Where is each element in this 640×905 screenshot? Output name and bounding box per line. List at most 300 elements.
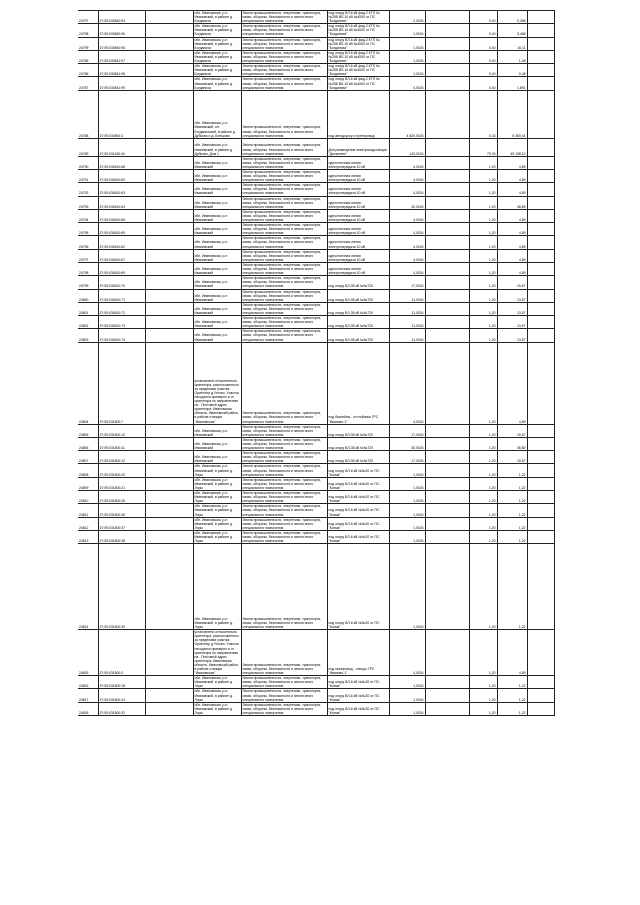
empty-cell [145, 464, 193, 477]
land-category-cell: Земли промышленности, энергетики, транспорта, связи, обороны, безопасности и земли иного специального назначения [241, 236, 327, 249]
permitted-use-cell: под опору ВЛ-35 кВ №№720 [327, 302, 389, 315]
tax-cell: 48,89 [497, 196, 527, 209]
empty-cell [145, 630, 193, 676]
empty-cell [425, 342, 469, 424]
area-cell: 1,0024 [389, 50, 425, 63]
empty-cell [527, 544, 554, 630]
rate-cell: 1,20 [469, 209, 497, 222]
tax-cell: 5 350,41 [497, 90, 527, 138]
rate-cell: 1,20 [469, 276, 497, 289]
empty-cell [145, 329, 193, 342]
empty-cell [425, 50, 469, 63]
cadastral-number: 37:05:030610:66 [98, 209, 145, 222]
address-cell: обл. Ивановская, р-н Ивановский, в районе д. Лоры [193, 477, 241, 490]
land-category-cell: Земли промышленности, энергетики, транспорта, связи, обороны, безопасности и земли иного специального назначения [241, 50, 327, 63]
address-cell: обл. Ивановская, р-н Ивановский, в районе д. Богданиха [193, 50, 241, 63]
area-cell: 4,0024 [389, 342, 425, 424]
permitted-use-cell: под опору ВЛ-6 кВ №№20 от ПС "Кохма" [327, 689, 389, 702]
empty-cell [527, 676, 554, 689]
table-row [78, 223, 554, 236]
empty-cell [425, 517, 469, 530]
empty-cell [527, 329, 554, 342]
area-cell: 4,0024 [389, 183, 425, 196]
row-id: 24794 [78, 209, 98, 222]
tax-cell: 1,22 [497, 504, 527, 517]
table-row [78, 676, 554, 689]
area-cell: 1,0024 [389, 544, 425, 630]
tax-cell: 15,57 [497, 451, 527, 464]
row-id: 24801 [78, 302, 98, 315]
empty-cell [145, 289, 193, 302]
tax-cell: 1,22 [497, 464, 527, 477]
area-cell: 4,0024 [389, 169, 425, 182]
area-cell: 4,0024 [389, 223, 425, 236]
area-cell: 1,0024 [389, 24, 425, 37]
cadastral-number: 37:05:031800:10 [98, 424, 145, 437]
tax-cell: 3,468 [497, 24, 527, 37]
land-category-cell: Земли промышленности, энергетики, транспорта, связи, обороны, безопасности и земли иного специального назначения [241, 464, 327, 477]
permitted-use-cell: под опору ВЛ-35 кВ №№720 [327, 316, 389, 329]
permitted-use-cell: под бассейны - отстойники ГРС "Иваново-1" [327, 342, 389, 424]
address-cell: обл. Ивановская, р-н Ивановский, в районе д. Лоры [193, 491, 241, 504]
area-cell: 4,0024 [389, 209, 425, 222]
empty-cell [425, 262, 469, 275]
table-row [78, 262, 554, 275]
cadastral-number: 37:05:031800:11 [98, 437, 145, 450]
cadastral-number: 37:05:030610:70 [98, 276, 145, 289]
area-cell: 1,0024 [389, 504, 425, 517]
row-id: 24806 [78, 437, 98, 450]
empty-cell [527, 90, 554, 138]
tax-cell: 1,22 [497, 676, 527, 689]
area-cell: 11,0024 [389, 302, 425, 315]
empty-cell [145, 77, 193, 90]
empty-cell [527, 37, 554, 50]
empty-cell [425, 504, 469, 517]
rate-cell: 0,33 [469, 90, 497, 138]
empty-cell [145, 451, 193, 464]
empty-cell [527, 138, 554, 156]
address-cell: обл. Ивановская, р-н Ивановский, в районе д. Лоры [193, 464, 241, 477]
cadastral-number: 37:05:030610:62 [98, 236, 145, 249]
cadastral-number: 37:05:030840:95 [98, 24, 145, 37]
area-cell: 1,0024 [389, 689, 425, 702]
empty-cell [145, 437, 193, 450]
empty-cell [527, 236, 554, 249]
row-id: 24800 [78, 289, 98, 302]
empty-cell [145, 342, 193, 424]
row-id: 24785 [78, 50, 98, 63]
address-cell: обл. Ивановская, р-н Ивановский, в районе д. Лоры [193, 544, 241, 630]
address-cell: обл. Ивановская, р-н Ивановский, в районе д. Богданиха [193, 11, 241, 24]
land-category-cell: Земли промышленности, энергетики, транспорта, связи, обороны, безопасности и земли иного специального назначения [241, 689, 327, 702]
area-cell: 4,0024 [389, 236, 425, 249]
rate-cell: 1,20 [469, 437, 497, 450]
land-category-cell: Земли промышленности, энергетики, транспорта, связи, обороны, безопасности и земли иного специального назначения [241, 11, 327, 24]
table-row [78, 183, 554, 196]
land-category-cell: Земли промышленности, энергетики, транспорта, связи, обороны, безопасности и земли иного специального назначения [241, 544, 327, 630]
address-cell: обл. Ивановская, р-н Ивановский [193, 196, 241, 209]
row-id: 24797 [78, 11, 98, 24]
address-cell: обл. Ивановская, р-н Ивановский [193, 249, 241, 262]
tax-cell: 4,89 [497, 169, 527, 182]
permitted-use-cell: Для размещения электроподстанции "Дюльнево" [327, 138, 389, 156]
permitted-use-cell: одностоечная линия электропередачи 10 кВ [327, 236, 389, 249]
empty-cell [425, 276, 469, 289]
rate-cell: 0,40 [469, 24, 497, 37]
permitted-use-cell: под опору ВЛ-6 кВ фид.2 КТП №№258 ВЛ-10 кВ №4000 от ПС "Богданиха" [327, 50, 389, 63]
area-cell: 4,0024 [389, 262, 425, 275]
empty-cell [425, 289, 469, 302]
empty-cell [527, 289, 554, 302]
tax-cell: 4,89 [497, 342, 527, 424]
rate-cell: 1,20 [469, 316, 497, 329]
permitted-use-cell: под опору ВЛ-6 кВ №№20 от ПС "Кохма" [327, 676, 389, 689]
address-cell: обл. Ивановская, р-н Ивановский [193, 236, 241, 249]
land-category-cell: Земли промышленности, энергетики, транспорта, связи, обороны, безопасности и земли иного специального назначения [241, 424, 327, 437]
tax-cell: 13,57 [497, 289, 527, 302]
land-category-cell: Земли промышленности, энергетики, транспорта, связи, обороны, безопасности и земли иного специального назначения [241, 676, 327, 689]
empty-cell [527, 196, 554, 209]
land-category-cell: Земли промышленности, энергетики, транспорта, связи, обороны, безопасности и земли иного специального назначения [241, 276, 327, 289]
land-category-cell: Земли промышленности, энергетики, транспорта, связи, обороны, безопасности и земли иного специального назначения [241, 169, 327, 182]
empty-cell [145, 491, 193, 504]
rate-cell: 1,20 [469, 249, 497, 262]
empty-cell [145, 138, 193, 156]
empty-cell [527, 630, 554, 676]
row-id: 24804 [78, 342, 98, 424]
land-category-cell: Земли промышленности, энергетики, транспорта, связи, обороны, безопасности и земли иного специального назначения [241, 302, 327, 315]
empty-cell [145, 530, 193, 543]
permitted-use-cell: под опору ВЛ-6 кВ фид.2 КТП №№258 ВЛ-10 кВ №4000 от ПС "Богданиха" [327, 77, 389, 90]
cadastral-number: 37:05:030610:73 [98, 316, 145, 329]
row-id: 24810 [78, 491, 98, 504]
empty-cell [527, 276, 554, 289]
address-cell: обл. Ивановская, р-н Ивановский [193, 329, 241, 342]
permitted-use-cell: одностоечная линия электропередачи 10 кВ [327, 169, 389, 182]
cadastral-number: 37:05:031800:18 [98, 676, 145, 689]
rate-cell: 1,20 [469, 530, 497, 543]
empty-cell [425, 437, 469, 450]
address-cell: обл. Ивановская, р-н Ивановский, в районе д. Лоры [193, 530, 241, 543]
empty-cell [425, 11, 469, 24]
empty-cell [145, 702, 193, 715]
address-cell: обл. Ивановская, р-н Ивановский, в районе д. Лоры [193, 676, 241, 689]
empty-cell [145, 37, 193, 50]
table-row [78, 289, 554, 302]
empty-cell [527, 223, 554, 236]
tax-cell: 4,89 [497, 236, 527, 249]
table-row [78, 90, 554, 138]
cadastral-number: 37:05:030840:94 [98, 11, 145, 24]
permitted-use-cell: под опору ВЛ-6 кВ фид.2 КТП №№258 ВЛ-10 кВ №4000 от ПС "Богданиха" [327, 37, 389, 50]
permitted-use-cell: под опору ВЛ-6 кВ №№20 от ПС "Кохма" [327, 464, 389, 477]
land-category-cell: Земли промышленности, энергетики, транспорта, связи, обороны, безопасности и земли иного специального назначения [241, 504, 327, 517]
row-id: 24814 [78, 544, 98, 630]
land-plots-table [78, 10, 555, 716]
permitted-use-cell: под опору ВЛ-35 кВ №№720 [327, 276, 389, 289]
tax-cell: 1,891 [497, 77, 527, 90]
rate-cell: 0,40 [469, 50, 497, 63]
row-id: 24808 [78, 464, 98, 477]
rate-cell: 1,20 [469, 424, 497, 437]
row-id: 24796 [78, 236, 98, 249]
row-id: 24798 [78, 24, 98, 37]
address-cell: установлено относительно ориентира, расположенного за пределами участка. Ориентир д.Углово. Участок находится примерно в от ориентира по направлению на . Почтовый адрес ориентира: Ивановская область, Ивановский район, в районе станции "Ивановская" [193, 630, 241, 676]
table-row [78, 64, 554, 77]
empty-cell [145, 517, 193, 530]
table-row [78, 196, 554, 209]
empty-cell [527, 464, 554, 477]
row-id: 24799 [78, 276, 98, 289]
table-row [78, 37, 554, 50]
area-cell: 4,0024 [389, 156, 425, 169]
empty-cell [425, 209, 469, 222]
empty-cell [425, 689, 469, 702]
empty-cell [527, 342, 554, 424]
cadastral-number: 37:05:030610:67 [98, 249, 145, 262]
area-cell: 4,0024 [389, 249, 425, 262]
cadastral-number: 37:05:030610:63 [98, 183, 145, 196]
row-id: 24816 [78, 676, 98, 689]
table-row [78, 451, 554, 464]
empty-cell [527, 183, 554, 196]
empty-cell [145, 90, 193, 138]
empty-cell [527, 77, 554, 90]
permitted-use-cell: одностоечная линия электропередачи 10 кВ [327, 223, 389, 236]
land-category-cell: Земли промышленности, энергетики, транспорта, связи, обороны, безопасности и земли иного специального назначения [241, 630, 327, 676]
empty-cell [425, 24, 469, 37]
row-id: 24787 [78, 77, 98, 90]
land-category-cell: Земли промышленности, энергетики, транспорта, связи, обороны, безопасности и земли иного специального назначения [241, 209, 327, 222]
row-id: 24790 [78, 156, 98, 169]
tax-cell: 15,57 [497, 276, 527, 289]
area-cell: 4,0024 [389, 630, 425, 676]
row-id: 24802 [78, 316, 98, 329]
rate-cell: 1,20 [469, 329, 497, 342]
empty-cell [527, 504, 554, 517]
permitted-use-cell: под опору ВЛ-6 кВ фид.2 КТП №№258 ВЛ-10 кВ №4000 от ПС "Богданиха" [327, 24, 389, 37]
land-category-cell: Земли промышленности, энергетики, транспорта, связи, обороны, безопасности и земли иного специального назначения [241, 702, 327, 715]
area-cell: 40,0024 [389, 196, 425, 209]
land-category-cell: Земли промышленности, энергетики, транспорта, связи, обороны, безопасности и земли иного специального назначения [241, 342, 327, 424]
empty-cell [145, 477, 193, 490]
permitted-use-cell: под опору ВЛ-6 кВ №№20 от ПС "Кохма" [327, 477, 389, 490]
tax-cell: 1,22 [497, 702, 527, 715]
row-id: 24793 [78, 196, 98, 209]
permitted-use-cell: одностоечная линия электропередачи 10 кВ [327, 183, 389, 196]
land-category-cell: Земли промышленности, энергетики, транспорта, связи, обороны, безопасности и земли иного специального назначения [241, 183, 327, 196]
empty-cell [425, 183, 469, 196]
cadastral-number: 37:05:031800:36 [98, 504, 145, 517]
rate-cell: 1,20 [469, 302, 497, 315]
cadastral-number: 37:05:031800:38 [98, 530, 145, 543]
cadastral-number: 37:05:031800:26 [98, 491, 145, 504]
tax-cell: 16,11 [497, 37, 527, 50]
table-row [78, 24, 554, 37]
permitted-use-cell: под опору ВЛ-35 кВ №№720 [327, 329, 389, 342]
rate-cell: 1,20 [469, 477, 497, 490]
permitted-use-cell: под опору ВЛ-35 кВ №№720 [327, 289, 389, 302]
address-cell: обл. Ивановская, р-н Ивановский, в районе д. Богданиха [193, 64, 241, 77]
table-row [78, 544, 554, 630]
area-cell: 4,0024 [389, 77, 425, 90]
rate-cell: 1,20 [469, 196, 497, 209]
table-row [78, 517, 554, 530]
tax-cell: 4,89 [497, 630, 527, 676]
tax-cell: 4,89 [497, 249, 527, 262]
address-cell: обл. Ивановская, р-н Ивановский [193, 209, 241, 222]
rate-cell: 1,20 [469, 689, 497, 702]
rate-cell: 1,20 [469, 451, 497, 464]
area-cell: 1,0024 [389, 477, 425, 490]
empty-cell [145, 316, 193, 329]
permitted-use-cell: под опору ВЛ-6 кВ №№20 от ПС "Кохма" [327, 504, 389, 517]
address-cell: обл. Ивановская, р-н Ивановский, в районе д. Дубково, Дом 1 [193, 138, 241, 156]
address-cell: обл. Ивановская, р-н Ивановский, в районе д. Богданиха [193, 37, 241, 50]
tax-cell: 13,57 [497, 316, 527, 329]
empty-cell [425, 223, 469, 236]
land-category-cell: Земли промышленности, энергетики, транспорта, связи, обороны, безопасности и земли иного специального назначения [241, 223, 327, 236]
land-category-cell: Земли промышленности, энергетики, транспорта, связи, обороны, безопасности и земли иного специального назначения [241, 329, 327, 342]
permitted-use-cell: под опору ВЛ-6 кВ фид.2 КТП №№258 ВЛ-10 кВ №4000 от ПС "Богданиха" [327, 64, 389, 77]
empty-cell [527, 437, 554, 450]
table-row [78, 11, 554, 24]
cadastral-number: 37:05:031800:12 [98, 451, 145, 464]
land-category-cell: Земли промышленности, энергетики, транспорта, связи, обороны, безопасности и земли иного специального назначения [241, 77, 327, 90]
row-id: 24792 [78, 183, 98, 196]
empty-cell [145, 64, 193, 77]
table-row [78, 50, 554, 63]
cadastral-number: 37:05:031800:32 [98, 702, 145, 715]
empty-cell [425, 302, 469, 315]
address-cell: обл. Ивановская, р-н Ивановский [193, 451, 241, 464]
empty-cell [527, 249, 554, 262]
rate-cell: 1,20 [469, 464, 497, 477]
empty-cell [425, 451, 469, 464]
rate-cell: 1,20 [469, 504, 497, 517]
permitted-use-cell: одностоечная линия электропередачи 10 кВ [327, 262, 389, 275]
cadastral-number: 37:05:031800:3 [98, 630, 145, 676]
cadastral-number: 37:05:030610:64 [98, 196, 145, 209]
empty-cell [425, 37, 469, 50]
empty-cell [145, 249, 193, 262]
table-row [78, 530, 554, 543]
empty-cell [145, 223, 193, 236]
empty-cell [145, 183, 193, 196]
land-category-cell: Земли промышленности, энергетики, транспорта, связи, обороны, безопасности и земли иного специального назначения [241, 517, 327, 530]
cadastral-number: 37:05:031800:7 [98, 342, 145, 424]
address-cell: обл. Ивановская, р-н Ивановский, в районе д. Лоры [193, 504, 241, 517]
cadastral-number: 37:05:030610:71 [98, 289, 145, 302]
tax-cell: 1,22 [497, 530, 527, 543]
area-cell: 17,0024 [389, 276, 425, 289]
cadastral-number: 37:05:030610:72 [98, 302, 145, 315]
area-cell: 1,0024 [389, 491, 425, 504]
address-cell: обл. Ивановская, р-н Ивановский, в районе д. Лоры [193, 689, 241, 702]
rate-cell: 1,20 [469, 262, 497, 275]
tax-cell: 36,80 [497, 437, 527, 450]
row-id: 24818 [78, 702, 98, 715]
cadastral-number: 37:05:030840:96 [98, 37, 145, 50]
empty-cell [527, 24, 554, 37]
address-cell: обл. Ивановская, р-н Ивановский [193, 316, 241, 329]
address-cell: обл. Ивановская, р-н Ивановский, в районе д. Богданиха [193, 24, 241, 37]
table-row [78, 77, 554, 90]
table-row [78, 138, 554, 156]
cadastral-number: 37:05:030610:74 [98, 329, 145, 342]
row-id: 24817 [78, 689, 98, 702]
land-category-cell: Земли промышленности, энергетики, транспорта, связи, обороны, безопасности и земли иного специального назначения [241, 138, 327, 156]
row-id: 24799 [78, 37, 98, 50]
cadastral-number: 37:05:030841:97 [98, 50, 145, 63]
cadastral-number: 37:05:030610:60 [98, 169, 145, 182]
empty-cell [145, 276, 193, 289]
land-category-cell: Земли промышленности, энергетики, транспорта, связи, обороны, безопасности и земли иного специального назначения [241, 316, 327, 329]
table-row [78, 156, 554, 169]
row-id: 24788 [78, 90, 98, 138]
row-id: 24807 [78, 451, 98, 464]
empty-cell [527, 169, 554, 182]
empty-cell [425, 236, 469, 249]
table-row [78, 437, 554, 450]
empty-cell [145, 169, 193, 182]
rate-cell: 1,20 [469, 169, 497, 182]
cadastral-number: 37:05:031800:24 [98, 689, 145, 702]
address-cell: обл. Ивановская, р-н Ивановский [193, 183, 241, 196]
empty-cell [145, 24, 193, 37]
row-id: 24811 [78, 504, 98, 517]
empty-cell [527, 262, 554, 275]
tax-cell: 1,48 [497, 50, 527, 63]
tax-cell: 4,89 [497, 183, 527, 196]
address-cell: обл. Ивановская, р-н Ивановский, с/с Богданихский, в районе д. Дубково и д. Бельково [193, 90, 241, 138]
empty-cell [527, 302, 554, 315]
land-category-cell: Земли промышленности, энергетики, транспорта, связи, обороны, безопасности и земли иного специального назначения [241, 289, 327, 302]
empty-cell [527, 424, 554, 437]
empty-cell [145, 50, 193, 63]
tax-cell: 1,22 [497, 517, 527, 530]
rate-cell: 0,40 [469, 37, 497, 50]
rate-cell: 1,20 [469, 676, 497, 689]
empty-cell [527, 11, 554, 24]
cadastral-number: 37:05:030610:68 [98, 156, 145, 169]
permitted-use-cell: одностоечная линия электропередачи 10 кВ [327, 196, 389, 209]
land-category-cell: Земли промышленности, энергетики, транспорта, связи, обороны, безопасности и земли иного специального назначения [241, 64, 327, 77]
area-cell: 17,0024 [389, 451, 425, 464]
rate-cell: 1,20 [469, 544, 497, 630]
land-category-cell: Земли промышленности, энергетики, транспорта, связи, обороны, безопасности и земли иного специального назначения [241, 491, 327, 504]
empty-cell [145, 676, 193, 689]
table-row [78, 424, 554, 437]
empty-cell [425, 249, 469, 262]
empty-cell [425, 77, 469, 90]
table-row [78, 689, 554, 702]
empty-cell [145, 209, 193, 222]
cadastral-number: 37:05:030841:99 [98, 77, 145, 90]
empty-cell [145, 504, 193, 517]
empty-cell [425, 477, 469, 490]
empty-cell [145, 262, 193, 275]
tax-cell: 1,22 [497, 689, 527, 702]
empty-cell [145, 156, 193, 169]
permitted-use-cell: под опору ВЛ-6 кВ №№20 от ПС "Кохма" [327, 544, 389, 630]
empty-cell [425, 676, 469, 689]
area-cell: 1,0024 [389, 676, 425, 689]
row-id: 24809 [78, 477, 98, 490]
empty-cell [425, 424, 469, 437]
tax-cell: 4,89 [497, 209, 527, 222]
